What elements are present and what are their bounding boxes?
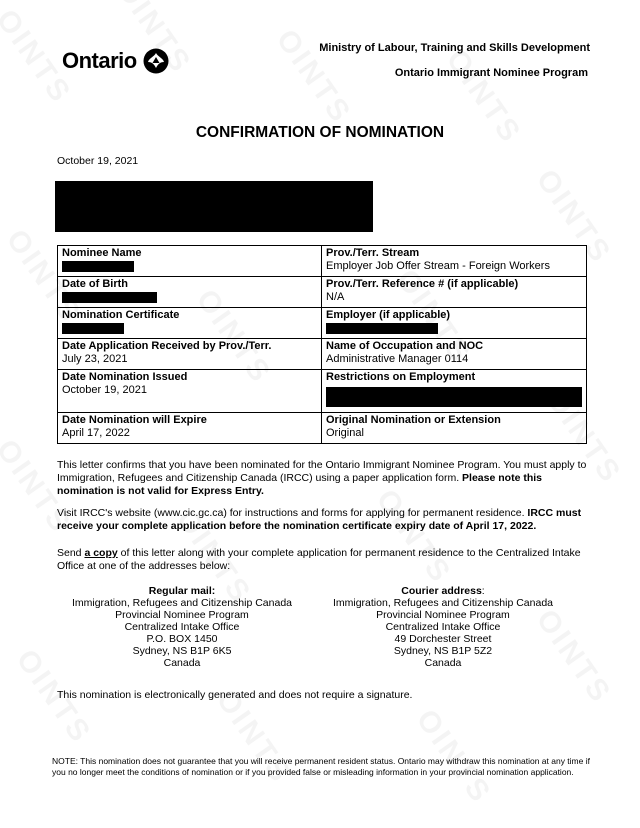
ircc-paragraph	[57, 507, 587, 533]
nominee-name-cell	[58, 246, 322, 277]
ministry-name: Ministry of Labour, Training and Skills Development	[319, 42, 590, 54]
ircc-deadline: IRCC must receive your complete application before the nomination certificate expiry date of April 17, 2022.	[57, 507, 582, 532]
send-pre: Send	[57, 547, 82, 559]
confirmation-text: This letter confirms that you have been nominated for the Ontario Immigrant Nominee Program. You must apply to Immigration, Refugees and Citizenship Canada (IRCC) using a paper application form.	[57, 459, 587, 484]
reference-cell	[322, 277, 587, 308]
reference-label: Prov./Terr. Reference # (if applicable)	[326, 278, 519, 290]
expire-cell	[58, 413, 322, 444]
logo-wordmark: Ontario	[62, 48, 137, 73]
original-value: Original	[326, 427, 364, 439]
certificate-label: Nomination Certificate	[62, 309, 180, 321]
courier-heading: Courier address	[401, 585, 482, 597]
original-label: Original Nomination or Extension	[326, 414, 501, 426]
address-line: Centralized Intake Office	[385, 621, 501, 633]
send-post: of this letter along with your complete application for permanent residence to the Centralized Intake Office at one of the addresses below:	[57, 547, 581, 572]
issued-label: Date Nomination Issued	[62, 371, 188, 383]
app-received-cell	[58, 339, 322, 370]
redacted-dob	[62, 292, 157, 303]
address-line: Provincial Nominee Program	[115, 609, 249, 621]
ircc-text: Visit IRCC's website (www.cic.gc.ca) for instructions and forms for applying for permanent residence.	[57, 507, 525, 519]
app-received-value: July 23, 2021	[62, 353, 128, 365]
watermark	[369, 484, 458, 591]
certificate-cell	[58, 308, 322, 339]
occupation-value: Administrative Manager 0114	[326, 353, 469, 365]
expire-label: Date Nomination will Expire	[62, 414, 207, 426]
ontario-logo	[62, 48, 169, 74]
app-received-label: Date Application Received by Prov./Terr.	[62, 340, 272, 352]
nomination-details-table	[57, 245, 587, 444]
dob-cell	[58, 277, 322, 308]
page-title: CONFIRMATION OF NOMINATION	[195, 124, 445, 141]
address-line: Provincial Nominee Program	[376, 609, 510, 621]
address-line: Immigration, Refugees and Citizenship Canada	[332, 597, 554, 609]
address-line: 49 Dorchester Street	[394, 633, 492, 645]
occupation-label: Name of Occupation and NOC	[326, 340, 484, 352]
regular-mail-heading: Regular mail:	[148, 585, 216, 597]
courier-heading-colon: :	[481, 585, 485, 597]
trillium-icon	[143, 48, 169, 74]
stream-value: Employer Job Offer Stream - Foreign Workers	[326, 260, 550, 272]
footer-note: NOTE: This nomination does not guarantee that you will receive permanent resident status. Ontario may withdraw this nomination at any time if you no longer meet the conditions of nomination or if you provided false or misleading information in your provincial nomination application.	[52, 756, 590, 777]
a-copy-emphasis: a copy	[84, 547, 118, 559]
dob-label: Date of Birth	[62, 278, 128, 290]
expire-value: April 17, 2022	[62, 427, 130, 439]
nominee-name-label: Nominee Name	[62, 247, 142, 259]
express-entry-warning: Please note this nomination is not valid for Express Entry.	[57, 472, 542, 497]
address-line: Immigration, Refugees and Citizenship Canada	[71, 597, 293, 609]
address-line: P.O. BOX 1450	[146, 633, 218, 645]
address-line: Centralized Intake Office	[124, 621, 240, 633]
employer-label: Employer (if applicable)	[326, 309, 451, 321]
employer-cell	[322, 308, 587, 339]
redacted-nominee-name	[62, 261, 134, 272]
send-copy-paragraph	[57, 547, 587, 573]
redacted-certificate	[62, 323, 124, 334]
original-cell	[322, 413, 587, 444]
confirmation-paragraph	[57, 459, 587, 498]
redacted-employer	[326, 323, 438, 334]
stream-cell	[322, 246, 587, 277]
reference-value: N/A	[326, 291, 345, 303]
courier-heading-line	[322, 585, 564, 597]
letter-date: October 19, 2021	[57, 155, 139, 167]
watermark	[269, 24, 358, 131]
program-name: Ontario Immigrant Nominee Program	[394, 67, 588, 79]
address-line: Sydney, NS B1P 6K5	[132, 645, 232, 657]
address-line: Sydney, NS B1P 5Z2	[393, 645, 493, 657]
courier-address	[322, 585, 564, 669]
address-line: Canada	[424, 657, 462, 669]
restrictions-cell	[322, 370, 587, 413]
regular-mail-address	[62, 585, 302, 669]
stream-label: Prov./Terr. Stream	[326, 247, 420, 259]
restrictions-label: Restrictions on Employment	[326, 371, 476, 383]
redacted-address	[55, 181, 373, 232]
signature-notice: This nomination is electronically generated and does not require a signature.	[57, 689, 413, 701]
occupation-cell	[322, 339, 587, 370]
redacted-restrictions	[326, 387, 582, 407]
address-line: Canada	[163, 657, 201, 669]
issued-cell	[58, 370, 322, 413]
issued-value: October 19, 2021	[62, 384, 148, 396]
